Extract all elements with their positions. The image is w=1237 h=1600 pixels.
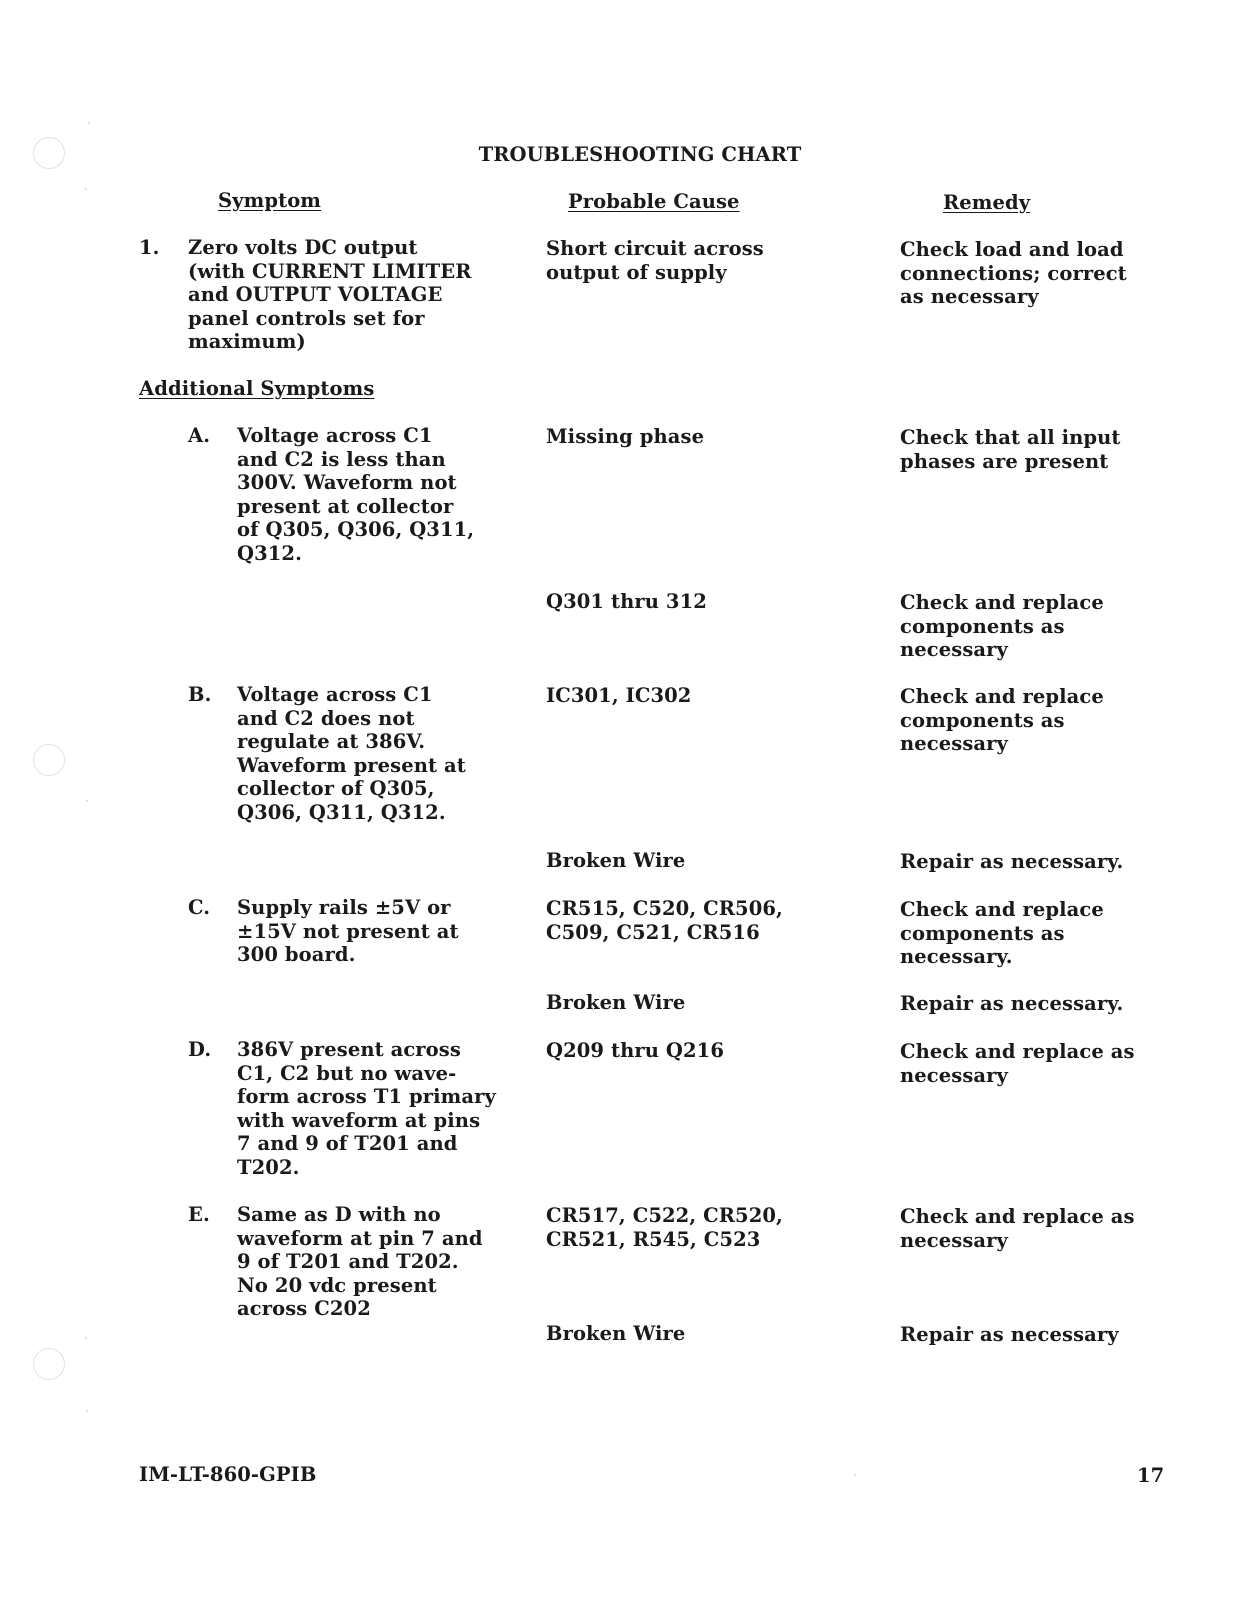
symptom-e-remedy-1: Check and replace as necessary <box>900 1205 1135 1252</box>
scan-speck <box>86 1410 88 1412</box>
item-1-symptom: Zero volts DC output (with CURRENT LIMITER and OUTPUT VOLTAGE panel controls set for maximum) <box>188 236 472 354</box>
page-title: TROUBLESHOOTING CHART <box>478 143 802 166</box>
symptom-c-text: Supply rails ±5V or ±15V not present at 300 board. <box>237 896 459 967</box>
symptom-a-text: Voltage across C1 and C2 is less than 300V. Waveform not present at collector of Q305, Q306, Q311, Q312. <box>237 424 475 565</box>
symptom-a-remedy-2: Check and replace components as necessary <box>900 591 1104 662</box>
symptom-d-cause-1: Q209 thru Q216 <box>546 1039 724 1062</box>
symptom-b-remedy-1: Check and replace components as necessary <box>900 685 1104 756</box>
symptom-d-remedy-1: Check and replace as necessary <box>900 1040 1135 1087</box>
symptom-b-remedy-2: Repair as necessary. <box>900 850 1124 873</box>
symptom-d-text: 386V present across C1, C2 but no wave- form across T1 primary with waveform at pins 7 and 9 of T201 and T202. <box>237 1038 496 1179</box>
symptom-letter: A. <box>188 424 211 447</box>
scan-speck <box>86 800 88 802</box>
binder-hole-middle <box>33 744 65 776</box>
header-remedy: Remedy <box>943 191 1031 214</box>
item-number: 1. <box>139 236 160 259</box>
symptom-e-cause-1: CR517, C522, CR520, CR521, R545, C523 <box>546 1204 783 1251</box>
scan-speck <box>854 1474 856 1476</box>
symptom-letter: D. <box>188 1038 212 1061</box>
symptom-e-cause-2: Broken Wire <box>546 1322 686 1345</box>
additional-symptoms-heading: Additional Symptoms <box>139 377 375 400</box>
symptom-a-cause-2: Q301 thru 312 <box>546 590 707 613</box>
symptom-c-cause-2: Broken Wire <box>546 991 686 1014</box>
symptom-e-text: Same as D with no waveform at pin 7 and 9 of T201 and T202. No 20 vdc present across C202 <box>237 1203 483 1321</box>
symptom-c-remedy-2: Repair as necessary. <box>900 992 1124 1015</box>
symptom-a-remedy-1: Check that all input phases are present <box>900 426 1121 473</box>
binder-hole-bottom <box>33 1348 65 1380</box>
scan-speck <box>85 1337 87 1339</box>
header-probable-cause: Probable Cause <box>568 190 740 213</box>
symptom-b-text: Voltage across C1 and C2 does not regulate at 386V. Waveform present at collector of Q305, Q306, Q311, Q312. <box>237 683 466 824</box>
symptom-letter: E. <box>188 1203 210 1226</box>
symptom-a-cause-1: Missing phase <box>546 425 705 448</box>
symptom-letter: C. <box>188 896 211 919</box>
symptom-e-remedy-2: Repair as necessary <box>900 1323 1119 1346</box>
footer-doc-id: IM-LT-860-GPIB <box>139 1463 317 1486</box>
item-1-cause: Short circuit across output of supply <box>546 237 764 284</box>
symptom-b-cause-1: IC301, IC302 <box>546 684 692 707</box>
footer-page-number: 17 <box>1137 1464 1165 1487</box>
symptom-letter: B. <box>188 683 212 706</box>
symptom-b-cause-2: Broken Wire <box>546 849 686 872</box>
symptom-c-remedy-1: Check and replace components as necessary. <box>900 898 1104 969</box>
scan-speck <box>88 122 90 124</box>
item-1-remedy: Check load and load connections; correct as necessary <box>900 238 1127 309</box>
symptom-c-cause-1: CR515, C520, CR506, C509, C521, CR516 <box>546 897 783 944</box>
scan-speck <box>85 188 87 190</box>
header-symptom: Symptom <box>218 189 322 212</box>
